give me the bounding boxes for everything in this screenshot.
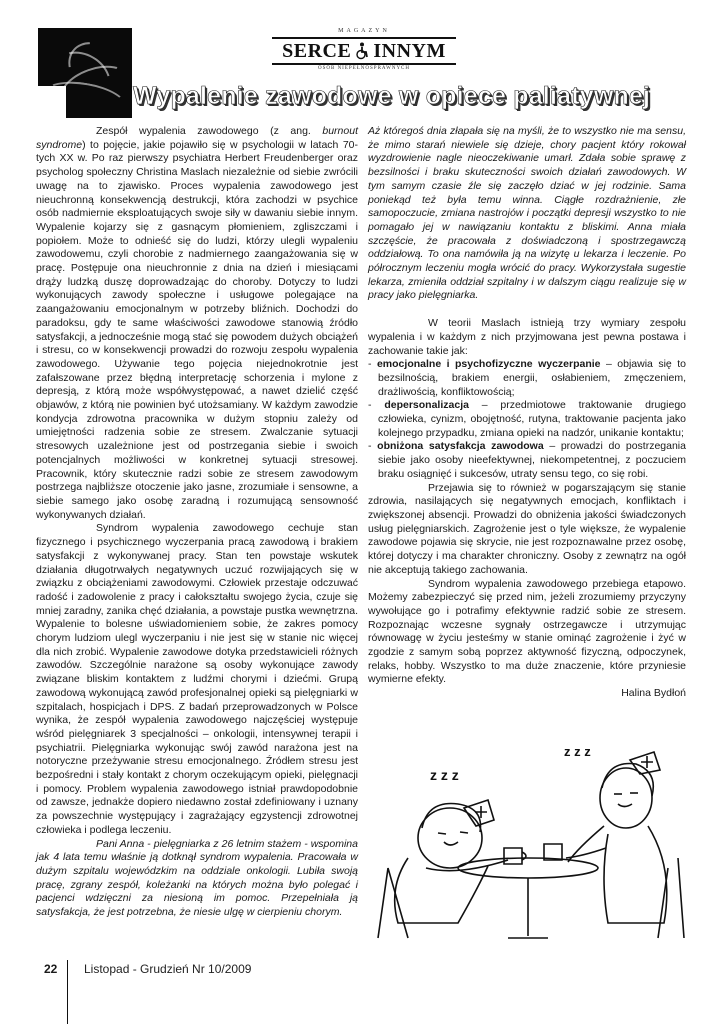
footer-divider <box>67 960 68 1024</box>
magazine-title <box>272 37 456 65</box>
wheelchair-icon <box>354 42 370 60</box>
snore-right: z z z <box>564 744 591 759</box>
magazine-subtitle: OSÓB NIEPEŁNOSPRAWNYCH <box>317 66 411 71</box>
right-column <box>368 125 686 701</box>
sleeping-nurses-illustration <box>368 738 692 948</box>
photo-corner <box>38 86 66 118</box>
paragraph: Pani Anna - pielęgniarka z 26 letnim stażem - wspomina jak 4 lata temu właśnie ją dotknął syndrom wypalenia. Pracowała w dużym szpitalu wojewódzkim na oddziale onkologii. Lubiła swoją pracę, zgrany zespół, koleżanki na których można było polegać i pacjenci wdzięczni za niesioną im pomoc. Przepełniała ją satysfakcja, że jest potrzebna, że niesie ulgę w cierpieniu chorym. <box>36 837 358 919</box>
left-column <box>36 125 358 920</box>
magazine-masthead <box>272 28 456 80</box>
issue-info: Listopad - Grudzień Nr 10/2009 <box>84 962 252 976</box>
title-part2: INNYM <box>373 40 446 62</box>
magazine-label: MAGAZYN <box>338 28 390 34</box>
list-item: - emocjonalne i psychofizyczne wyczerpanie – objawia się to bezsilnością, brakiem energii, osłabieniem, zmęczeniem, drażliwością, konfliktowością; <box>368 358 686 398</box>
paragraph: Aż któregoś dnia złapała się na myśli, że to wszystko nie ma sensu, że mimo starań niewiele się dzieje, chory pacjent który rokował wyzdrowienie nagle nieoczekiwanie umarł. Zdała sobie sprawę z bezsilności i braku skuteczności swoich działań zawodowych. W tym samym czasie źle się zaczęło dziać w jej rodzinie. Sama poniekąd też była temu winna. Ciągłe rozdrażnienie, złe samopoczucie, zmiana nastrojów i początki depresji wszystko to nie pomagało jej w nawiązaniu kontaktu z bliskimi. Anna miała szczęście, że pracowała z doświadczoną i spostrzegawczą oddziałową. To ona namówiła ją na wizytę u lekarza i leczenie. Po półrocznym leczeniu mogła wrócić do pracy. Wykorzystała sugestie lekarza, zmieniła oddział szpitalny i w dalszym ciągu realizuje się w pracy jako pielęgniarka. <box>368 125 686 302</box>
paragraph: Syndrom wypalenia zawodowego cechuje stan fizycznego i psychicznego wyczerpania pracą zawodową i brakiem satysfakcji z wykonywanej pracy. Stan ten powstaje wskutek działania długotrwałych negatywnych uczuć rozwijających się w związku z obciążeniami zawodowymi. Człowiek przestaje odczuwać radość i zadowolenie z pracy i całokształtu swojego życia, czuje się mniej zaradny, zanika chęć działania, a powstaje pustka wewnętrzna. Wypalenie to bolesne uświadomieniem sobie, że zakres pomocy chorym ludziom ulegl wyczerpaniu i nie jest się w stanie nic więcej dla nich zrobić. Wypalenie zawodowe dotyka przedstawicieli różnych zawodów. Szczególnie narażone są osoby wykonujące zawody związane bliskim kontaktem z ludźmi chorymi i dziećmi. Grupą zawodową wykonującą zawód profesjonalnej opieki są pielęgniarki w szpitalach, hospicjach i DPS. Z badań przeprowadzonych w Polsce wynika, że zespół wypalenia zawodowego najczęściej występuje wśród pielęgniarek 3 specjalności – onkologii, intensywnej terapii i psychiatrii. Pielęgniarka wykonując swój zawód narażona jest na notoryczne przeżywanie stresu emocjonalnego. Źródłem stresu jest bezpośredni i stały kontakt z chorym oczekującym opieki, pielęgnacji i pomocy. Problem wypalenia zawodowego istniał prawdopodobnie od zawsze, jednakże dopiero niedawno został zdefiniowany i uznany za powszechnie występujący i zagrażający egzystencji zdrowotnej człowieka i podlega leczeniu. <box>36 522 358 836</box>
smoke-photo <box>38 28 132 118</box>
paragraph: Przejawia się to również w pogarszającym się stanie zdrowia, nasilających się negatywnych emocjach, konfliktach i zwiększonej absencji. Prowadzi do obniżenia jakości świadczonych usług pielęgniarskich. Zagrożenie jest o tyle większe, że wypalenie zawodowe pojawia się skrycie, nie jest rozpoznawalne przez osobę, której dotyczy i ma charakter chroniczny. Osoby z zewnątrz na ogół nie akceptują takiego zachowania. <box>368 481 686 576</box>
paragraph: Syndrom wypalenia zawodowego przebiega etapowo. Możemy zabezpieczyć się przed nim, jeżeli zrozumiemy przyczyny wywołujące go i potrafimy efektywnie radzić sobie ze stresem. Rozpoznając wczesne sygnały ostrzegawcze i utrzymując równowagę w życiu jesteśmy w stanie ominąć zagrożenie i żyć w zgodzie z samym sobą poprzez aktywność fizyczną, odpoczynek, relaks, hobby. Wszystko to ma duże znaczenie, które przyniesie wymierne efekty. <box>368 577 686 686</box>
list-item: - obniżona satysfakcja zawodowa – prowadzi do postrzegania siebie jako osoby nieefektywnej, niekompetentnej, z poczuciem braku osiągnięć i sukcesów, utraty sensu tego, co się robi. <box>368 440 686 480</box>
paragraph: W teorii Maslach istnieją trzy wymiary zespołu wypalenia i w każdym z nich przyjmowana jest pewna postawa i zachowanie takie jak: <box>368 317 686 357</box>
snore-left: z z z <box>430 767 459 783</box>
page-number: 22 <box>44 962 58 976</box>
title-part1: SERCE <box>282 40 352 62</box>
article-author: Halina Bydłoń <box>621 687 686 700</box>
paragraph: Zespół wypalenia zawodowego (z ang. burnout syndrome) to pojęcie, jakie pojawiło się w psychologii w latach 70-tych XX w. Po raz pierwszy psychiatra Herbert Freudenberger oraz psycholog społeczny Christina Maslach niezależnie od siebie zwrócili uwagę na to zjawisko. Proces wypalenia zawodowego jest nieuchronną konsekwencją destrukcji, która zachodzi w psychice osób nadmiernie eksploatujących swoje siły w dawaniu siebie innym. Wypalenie kojarzy się z gasnącym płomieniem, zgliszczami i popiołem. Może to odnieść się do ludzi, którzy ulegli wypaleniu zawodowemu, czyli chorobie z nadmiernego zaangażowania się w pracę. Postępuje ona nieuchronnie z dnia na dzień i miesiącami drąży ludzką duszę doprowadzając do choroby. Dotyczy to ludzi wykonujących zawody społeczne i usługowe polegające na zaangażowaniu emocjonalnym w potrzeby bliźnich. Dochodzi do paradoksu, gdy te same właściwości zawodowe stanowią źródło satysfakcji, a jednocześnie mogą stać się powodem dużych obciążeń i stresu, co w konsekwencji prowadzi do rozwoju zespołu wypalenia zawodowego. Używanie tego pojęcia niejednokrotnie jest zafałszowane przez błędną interpretację schorzenia i mylone z depresją, z którą może współwystępować, a nawet dzielić część objawów, z którą nie powinien być utożsamiany. W każdym zawodzie kondycja zdrowotna pracownika w dużym stopniu zależy od umiejętności radzenia sobie ze stresem. Zwalczanie sytuacji stresowych uzależnione jest od postrzegania siebie i swoich potencjalnych możliwości w konkretnej sytuacji stresowej. Pracownik, który skutecznie radzi sobie ze stresem zawodowym postrzega najbliższe otoczenie jako jasne, zrozumiałe i sensowne, a siebie samego jako osobę zaradną i rozumującą sensowność wykonywanych działań. <box>36 125 358 521</box>
article-title: Wypalenie zawodowe w opiece paliatywnej <box>133 82 651 110</box>
list-item: - depersonalizacja – przedmiotowe traktowanie drugiego człowieka, cynizm, obojętność, rutyna, traktowanie pacjenta jako kolejnego przypadku, zmiana opieki na nadzór, unikanie kontaktu; <box>368 399 686 439</box>
